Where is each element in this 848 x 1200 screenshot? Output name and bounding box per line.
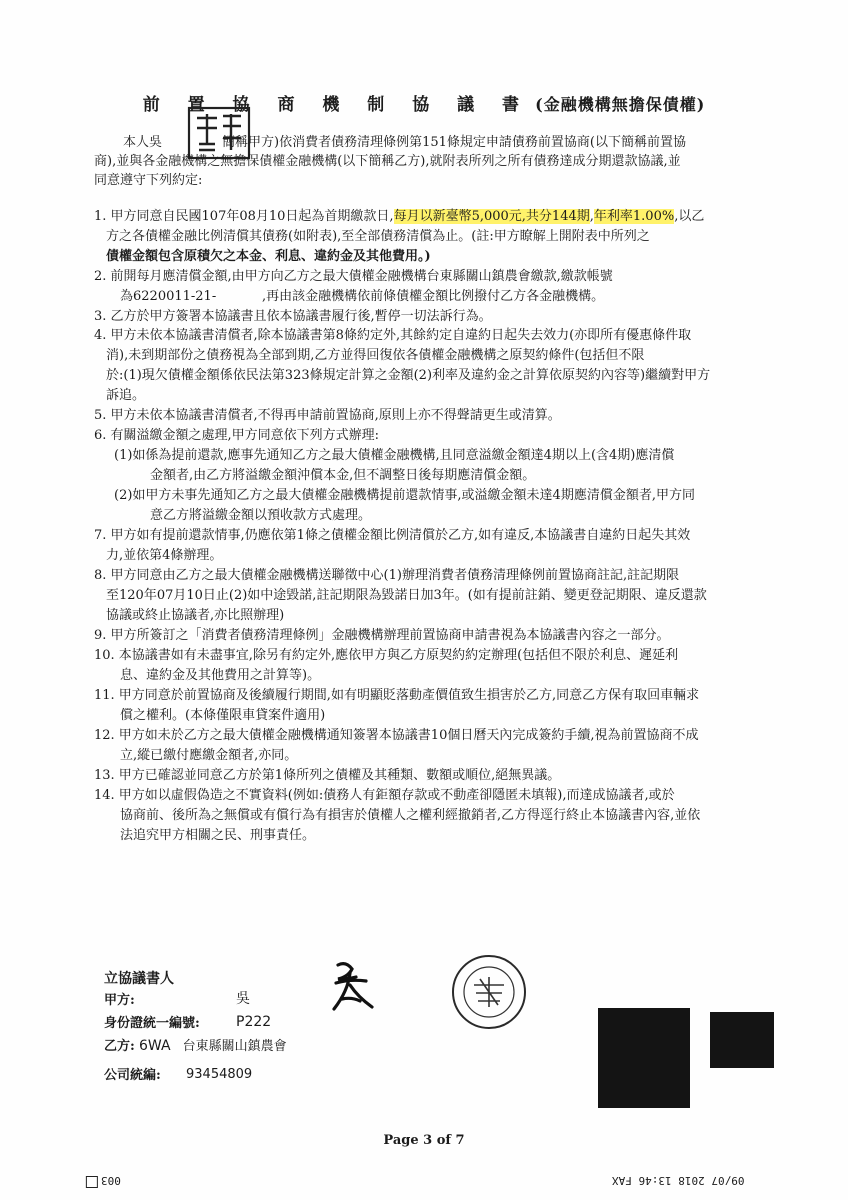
party-b-code: 6WA bbox=[138, 1038, 171, 1054]
title-sub: (金融機構無擔保債權) bbox=[535, 95, 706, 114]
clause-line: 協商前、後所為之無償或有償行為有損害於債權人之權利經撤銷者,乙方得逕行終止本協議書內容,並依 bbox=[120, 808, 701, 823]
clause-line: 意乙方將溢繳金額以預收款方式處理。 bbox=[150, 508, 372, 523]
round-seal-stamp bbox=[452, 955, 526, 1029]
intro-line: 同意遵守下列約定: bbox=[94, 173, 203, 188]
fax-timestamp: 09/07 2018 13:46 FAX bbox=[612, 1174, 745, 1187]
party-a-label: 甲方: bbox=[104, 993, 135, 1008]
party-b-row bbox=[104, 1037, 287, 1056]
document-title bbox=[0, 90, 848, 115]
clause-line: 為6220011-21- bbox=[120, 289, 217, 304]
clause-line: 至120年07月10日止(2)如中途毀諾,註記期限為毀諾日加3年。(如有提前註銷、變更登記期限、違反還款 bbox=[106, 588, 707, 603]
redacted-seal-1 bbox=[598, 1008, 690, 1108]
clause-1-highlight-rate: 年利率1.00% bbox=[593, 209, 675, 224]
clause-line: 13. 甲方已確認並同意乙方於第1條所列之債權及其種類、數額或順位,絕無異議。 bbox=[94, 768, 561, 783]
title-main: 前 置 協 商 機 制 協 議 書 bbox=[142, 95, 531, 115]
clause-line: 力,並依第4條辦理。 bbox=[106, 548, 223, 563]
fax-page-code-text: 003 bbox=[101, 1174, 121, 1187]
clause-line: (1)如係為提前還款,應事先通知乙方之最大債權金融機構,且同意溢繳金額達4期以上(含4期)應清償 bbox=[114, 448, 675, 463]
clause-line: 償之權利。(本條僅限車貸案件適用) bbox=[120, 708, 326, 723]
clause-line: 法追究甲方相關之民、刑事責任。 bbox=[120, 828, 316, 843]
fax-page-code bbox=[86, 1171, 121, 1189]
clause-1-highlight-amount: 每月以新臺幣5,000元,共分144期 bbox=[393, 209, 590, 224]
intro-line: 簡稱甲方)依消費者債務清理條例第151條規定申請債務前置協商(以下簡稱前置協 bbox=[222, 135, 686, 150]
clause-1-separator: , bbox=[589, 209, 594, 224]
company-number-label: 公司統編: bbox=[104, 1068, 161, 1083]
clause-1-line-1 bbox=[94, 208, 704, 226]
clause-line: ,再由該金融機構依前條債權金額比例撥付乙方各金融機構。 bbox=[262, 289, 605, 304]
round-seal-pattern bbox=[454, 957, 524, 1027]
signatory-heading: 立協議書人 bbox=[104, 971, 174, 987]
clause-line: 5. 甲方未依本協議書清償者,不得再申請前置協商,原則上亦不得聲請更生或清算。 bbox=[94, 408, 561, 423]
redacted-seal-2 bbox=[710, 1012, 774, 1068]
page-number: Page 3 of 7 bbox=[383, 1133, 465, 1148]
id-number-value: P222 bbox=[236, 1014, 272, 1030]
intro-line: 本人吳 bbox=[123, 135, 163, 150]
clause-line: 於:(1)現欠債權金額係依民法第323條規定計算之金額(2)利率及違約金之計算依原契約內容等)繼續對甲方 bbox=[106, 368, 711, 383]
clause-line: 金額者,由乙方將溢繳金額沖償本金,但不調整日後每期應清償金額。 bbox=[150, 468, 536, 483]
clause-line: 4. 甲方未依本協議書清償者,除本協議書第8條約定外,其餘約定自違約日起失去效力(亦即所有優惠條件取 bbox=[94, 328, 692, 343]
clause-line: 6. 有關溢繳金額之處理,甲方同意依下列方式辦理: bbox=[94, 428, 380, 443]
clause-1-text-b: ,以乙 bbox=[674, 209, 705, 224]
clause-1-line-2: 方之各債權金融比例清償其債務(如附表),至全部債務清償為止。(註:甲方瞭解上開附表中所列之 bbox=[106, 229, 650, 244]
handwritten-signature bbox=[320, 955, 390, 1025]
clause-1-text-a: 1. 甲方同意自民國107年08月10日起為首期繳款日, bbox=[94, 209, 394, 224]
clause-line: 2. 前開每月應清償金額,由甲方向乙方之最大債權金融機構台東縣關山鎮農會繳款,繳款帳號 bbox=[94, 269, 613, 284]
clause-line: 協議或終止協議者,亦比照辦理) bbox=[106, 608, 285, 623]
clause-line: 9. 甲方所簽訂之「消費者債務清理條例」金融機構辦理前置協商申請書視為本協議書內容之一部分。 bbox=[94, 628, 670, 643]
clause-line: 3. 乙方於甲方簽署本協議書且依本協議書履行後,暫停一切法訴行為。 bbox=[94, 309, 492, 324]
clause-line: 10. 本協議書如有未盡事宜,除另有約定外,應依甲方與乙方原契約約定辦理(包括但不限於利息、遲延利 bbox=[94, 648, 679, 663]
clause-line: 消),未到期部份之債務視為全部到期,乙方並得回復依各債權金融機構之原契約條件(包括但不限 bbox=[106, 348, 645, 363]
clause-line: 8. 甲方同意由乙方之最大債權金融機構送聯徵中心(1)辦理消費者債務清理條例前置協商註記,註記期限 bbox=[94, 568, 680, 583]
clause-line: 訴追。 bbox=[106, 388, 146, 403]
party-b-label: 乙方: bbox=[104, 1039, 135, 1054]
clause-line: (2)如甲方未事先通知乙方之最大債權金融機構提前還款情事,或溢繳金額未達4期應清償金額者,甲方同 bbox=[114, 488, 695, 503]
party-b-name: 台東縣關山鎮農會 bbox=[182, 1039, 287, 1054]
fax-page-box-icon bbox=[86, 1176, 98, 1188]
intro-line: 商),並與各金融機構之無擔保債權金融機構(以下簡稱乙方),就附表所列之所有債務達成分期還款協議,並 bbox=[94, 154, 681, 169]
id-number-label: 身份證統一編號: bbox=[104, 1016, 200, 1031]
clause-line: 11. 甲方同意於前置協商及後續履行期間,如有明顯貶落動產價值致生損害於乙方,同意乙方保有取回車輛求 bbox=[94, 688, 700, 703]
clause-line: 立,縱已繳付應繳金額者,亦同。 bbox=[120, 748, 298, 763]
clause-line: 12. 甲方如未於乙方之最大債權金融機構通知簽署本協議書10個日曆天內完成簽約手續,視為前置協商不成 bbox=[94, 728, 699, 743]
party-a-name: 吳 bbox=[236, 991, 250, 1007]
company-number-value: 93454809 bbox=[186, 1067, 253, 1082]
clause-1-line-3: 債權金額包含原積欠之本金、利息、違約金及其他費用。) bbox=[106, 249, 431, 264]
clause-line: 14. 甲方如以虛假偽造之不實資料(例如:債務人有鉅額存款或不動產卻隱匿未填報),而達成協議者,或於 bbox=[94, 788, 675, 803]
clause-line: 7. 甲方如有提前還款情事,仍應依第1條之債權金額比例清償於乙方,如有違反,本協議書自違約日起失其效 bbox=[94, 528, 691, 543]
clause-line: 息、違約金及其他費用之計算等)。 bbox=[120, 668, 321, 683]
